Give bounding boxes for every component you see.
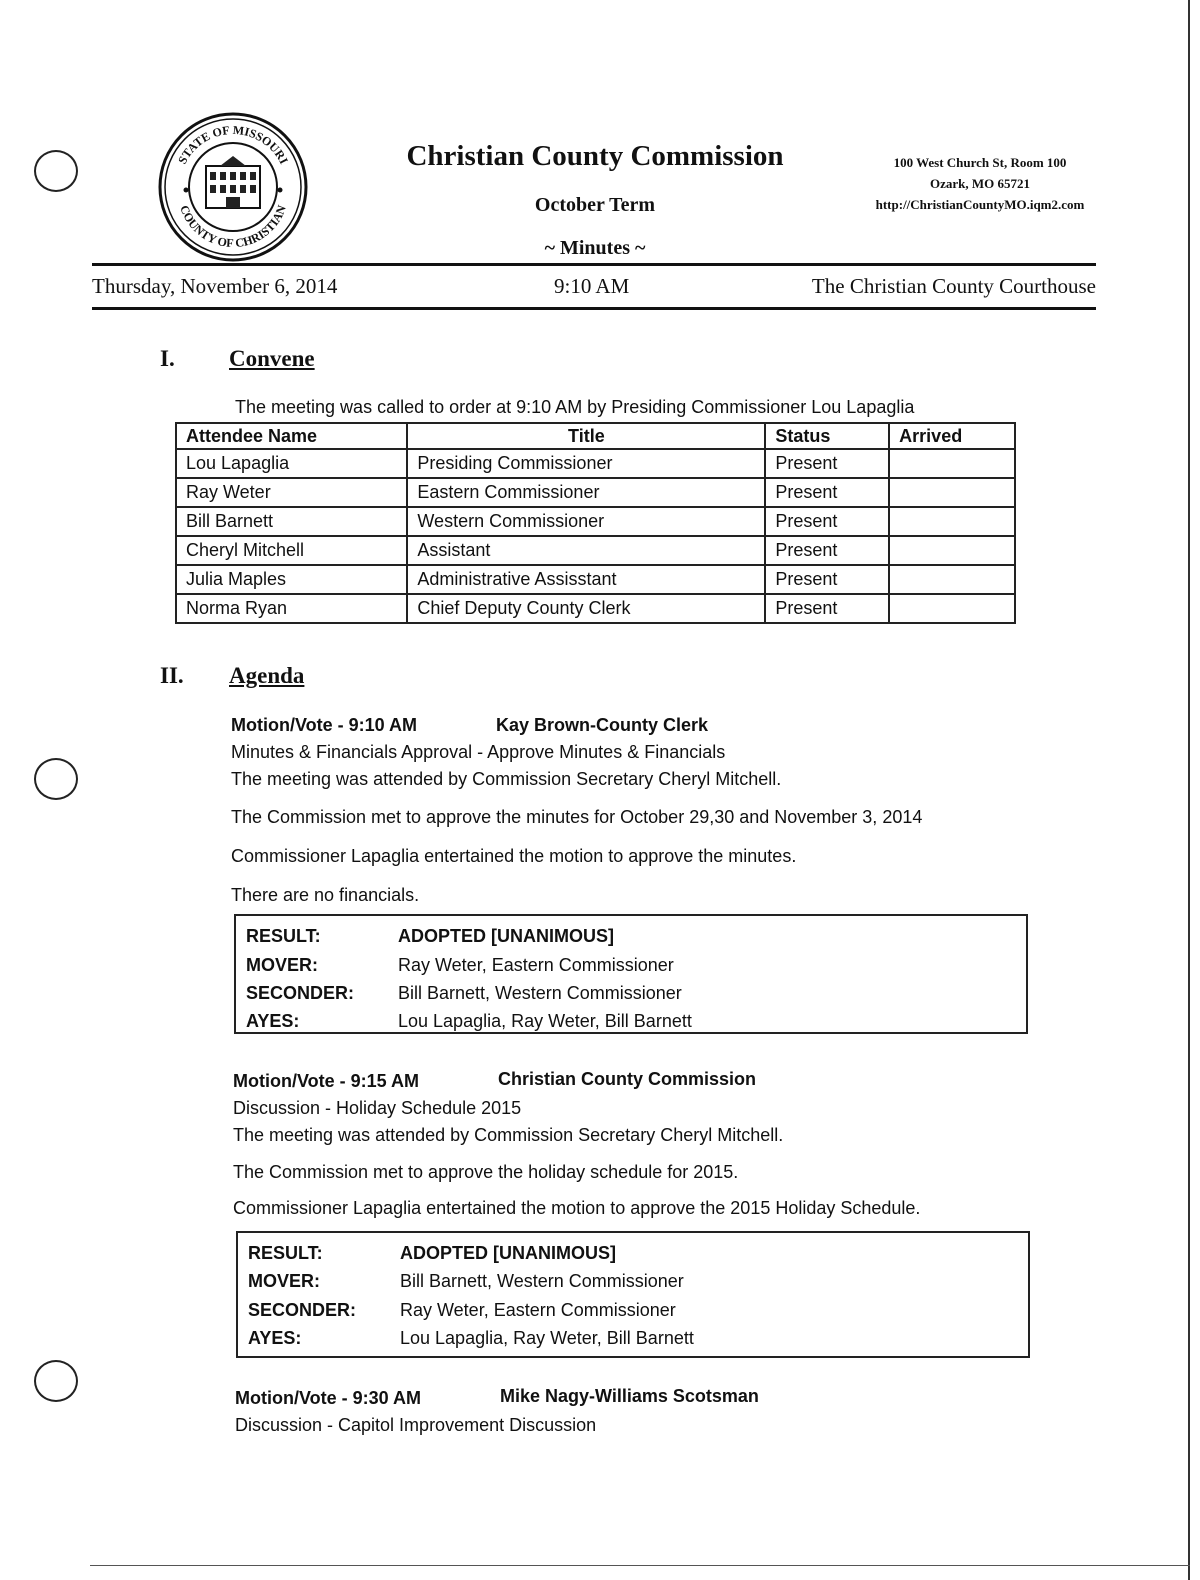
table-row (176, 449, 1015, 478)
attendee-table (175, 422, 1016, 624)
vote-seconder-value: Bill Barnett, Western Commissioner (398, 983, 682, 1003)
column-header: Arrived (889, 423, 1015, 449)
agenda-item-line: The meeting was attended by Commission Secretary Cheryl Mitchell. (233, 1125, 784, 1145)
seal-top-text: STATE OF MISSOURI (175, 122, 291, 167)
agenda-item-subject: Minutes & Financials Approval - Approve Minutes & Financials (231, 742, 726, 762)
table-row (176, 478, 1015, 507)
meeting-location: The Christian County Courthouse (811, 274, 1096, 298)
attendee-status: Present (765, 536, 889, 565)
column-header: Attendee Name (176, 423, 407, 449)
page-bottom-edge (90, 1565, 1190, 1566)
agenda-item-subject: Discussion - Holiday Schedule 2015 (233, 1098, 522, 1118)
attendee-name: Cheryl Mitchell (176, 536, 407, 565)
agenda-item-presenter: Kay Brown-County Clerk (496, 715, 709, 735)
vote-ayes-label: AYES: (246, 1011, 300, 1031)
agenda-item-presenter: Christian County Commission (498, 1069, 757, 1089)
vote-ayes-value: Lou Lapaglia, Ray Weter, Bill Barnett (400, 1328, 694, 1348)
agenda-item-line: Commissioner Lapaglia entertained the motion to approve the 2015 Holiday Schedule. (233, 1198, 921, 1218)
attendee-title: Presiding Commissioner (407, 449, 765, 478)
agenda-item-line: The meeting was attended by Commission Secretary Cheryl Mitchell. (231, 769, 782, 789)
agenda-item-line: The Commission met to approve the minutes for October 29,30 and November 3, 2014 (231, 807, 923, 827)
vote-seconder-value: Ray Weter, Eastern Commissioner (400, 1300, 676, 1320)
attendee-arrived (889, 565, 1015, 594)
header-rule-bottom (92, 307, 1096, 310)
table-row (176, 594, 1015, 623)
attendee-status: Present (765, 478, 889, 507)
section-heading-convene: Convene (229, 346, 315, 371)
vote-ayes-value: Lou Lapaglia, Ray Weter, Bill Barnett (398, 1011, 692, 1031)
attendee-arrived (889, 449, 1015, 478)
agenda-item-line: Commissioner Lapaglia entertained the motion to approve the minutes. (231, 846, 797, 866)
column-header: Title (407, 423, 765, 449)
vote-mover-label: MOVER: (248, 1271, 320, 1291)
attendee-status: Present (765, 594, 889, 623)
table-row (176, 536, 1015, 565)
vote-mover-value: Bill Barnett, Western Commissioner (400, 1271, 684, 1291)
table-header-row (176, 423, 1015, 449)
agenda-item-line: The Commission met to approve the holiday schedule for 2015. (233, 1162, 739, 1182)
minutes-label: ~ Minutes ~ (544, 237, 646, 259)
address-block (850, 152, 1110, 215)
meeting-time: 9:10 AM (554, 274, 630, 298)
agenda-item-time: Motion/Vote - 9:10 AM (231, 715, 417, 735)
vote-seconder-label: SECONDER: (246, 983, 355, 1003)
attendee-arrived (889, 478, 1015, 507)
section-number: I. (160, 346, 175, 371)
meeting-date: Thursday, November 6, 2014 (92, 274, 338, 298)
attendee-status: Present (765, 449, 889, 478)
attendee-arrived (889, 594, 1015, 623)
attendee-title: Assistant (407, 536, 765, 565)
attendee-title: Chief Deputy County Clerk (407, 594, 765, 623)
commission-title: Christian County Commission (406, 140, 784, 172)
vote-result-label: RESULT: (246, 926, 321, 946)
attendee-name: Lou Lapaglia (176, 449, 407, 478)
address-line2: Ozark, MO 65721 (929, 176, 1030, 191)
seal-bottom-text: COUNTY OF CHRISTIAN (177, 203, 289, 251)
convene-intro: The meeting was called to order at 9:10 AM by Presiding Commissioner Lou Lapaglia (235, 397, 915, 417)
section-number: II. (160, 663, 184, 688)
attendee-status: Present (765, 507, 889, 536)
vote-mover-value: Ray Weter, Eastern Commissioner (398, 955, 674, 975)
attendee-name: Julia Maples (176, 565, 407, 594)
table-row (176, 565, 1015, 594)
punch-hole-middle (34, 758, 78, 800)
attendee-title: Eastern Commissioner (407, 478, 765, 507)
vote-result-box (234, 914, 1028, 1034)
agenda-item-time: Motion/Vote - 9:15 AM (233, 1071, 419, 1091)
agenda-item-time: Motion/Vote - 9:30 AM (235, 1388, 421, 1408)
vote-result-value: ADOPTED [UNANIMOUS] (400, 1243, 616, 1263)
page-edge (1188, 0, 1190, 1580)
vote-mover-label: MOVER: (246, 955, 318, 975)
attendee-name: Bill Barnett (176, 507, 407, 536)
column-header: Status (765, 423, 889, 449)
vote-ayes-label: AYES: (248, 1328, 302, 1348)
header-rule-top (92, 263, 1096, 266)
attendee-title: Administrative Assisstant (407, 565, 765, 594)
attendee-title: Western Commissioner (407, 507, 765, 536)
punch-hole-top (34, 150, 78, 192)
agenda-item-subject: Discussion - Capitol Improvement Discussion (235, 1415, 597, 1435)
website-link[interactable]: http://ChristianCountyMO.iqm2.com (875, 197, 1085, 212)
vote-seconder-label: SECONDER: (248, 1300, 357, 1320)
address-line1: 100 West Church St, Room 100 (893, 155, 1067, 170)
attendee-arrived (889, 536, 1015, 565)
vote-result-label: RESULT: (248, 1243, 323, 1263)
attendee-name: Norma Ryan (176, 594, 407, 623)
attendee-arrived (889, 507, 1015, 536)
attendee-name: Ray Weter (176, 478, 407, 507)
agenda-item-presenter: Mike Nagy-Williams Scotsman (500, 1386, 759, 1406)
punch-hole-bottom (34, 1360, 78, 1402)
meeting-info-row (92, 274, 1096, 304)
vote-result-box (236, 1231, 1030, 1358)
term-label: October Term (534, 194, 656, 216)
vote-result-value: ADOPTED [UNANIMOUS] (398, 926, 614, 946)
attendee-status: Present (765, 565, 889, 594)
county-seal-logo (158, 112, 308, 262)
agenda-item-line: There are no financials. (231, 885, 420, 905)
section-heading-agenda: Agenda (229, 663, 305, 688)
table-row (176, 507, 1015, 536)
